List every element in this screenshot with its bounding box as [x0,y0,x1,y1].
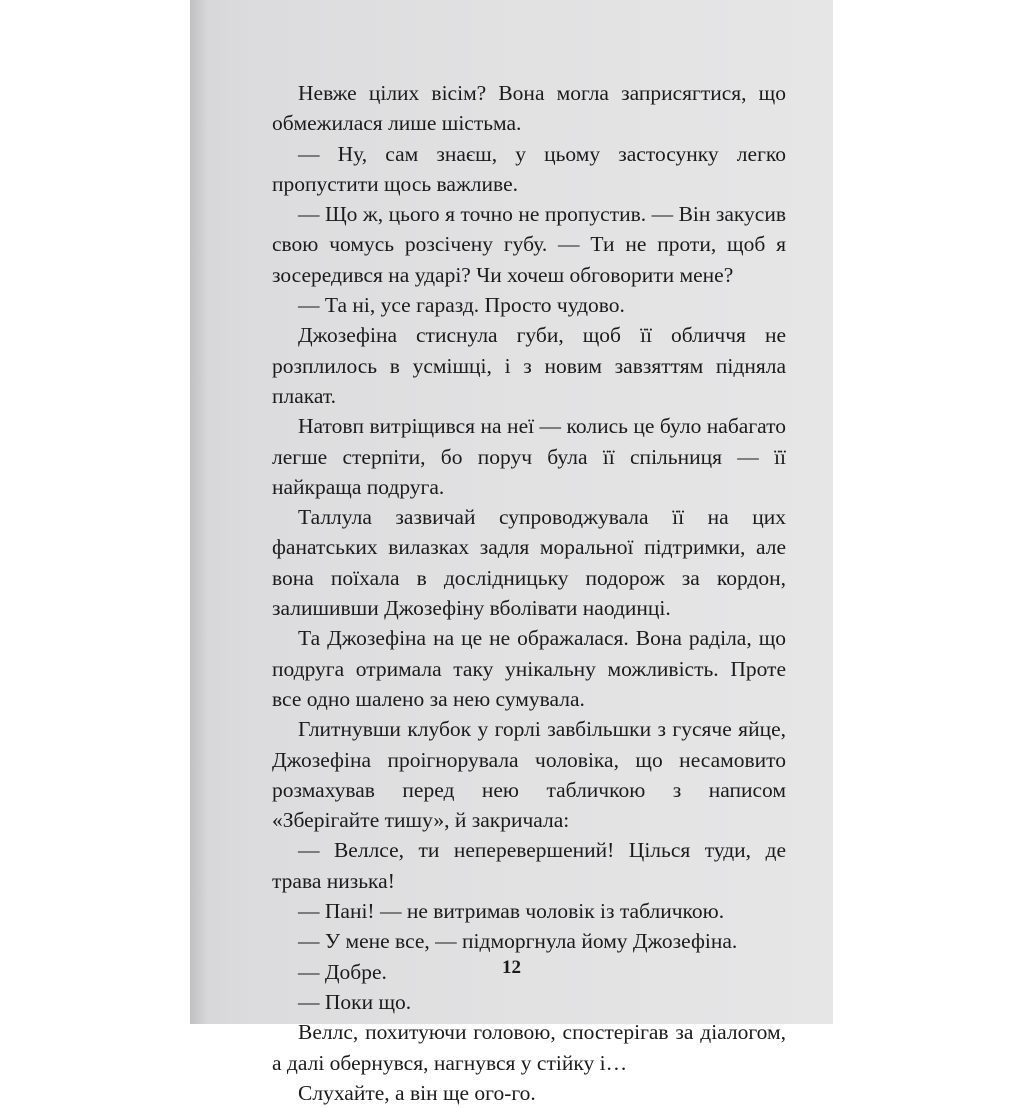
body-text [272,78,786,1108]
paragraph: Невже цілих вісім? Вона могла заприсягтися, що обмежилася лише шістьма. [272,81,786,136]
paragraph: — Пані! — не витримав чоловік із табличкою. [298,899,725,924]
paragraph: — Що ж, цього я точно не пропустив. — Він закусив свою чомусь розсічену губу. — Ти не проти, щоб я зосередився на ударі? Чи хочеш обговорити мене? [272,202,786,287]
paragraph: — Поки що. [298,989,412,1014]
paragraph: — Добре. [298,959,387,984]
paragraph: Таллула зазвичай супроводжувала її на цих фанатських вилазках задля моральної підтримки, але вона поїхала в дослідницьку подорож за кордон, залишивши Джозефіну вболівати наодинці. [272,505,786,621]
page-number: 12 [502,957,521,978]
paragraph: Джозефіна стиснула губи, щоб її обличчя не розплилось в усмішці, і з новим завзяттям підняла плакат. [272,323,786,408]
paragraph: Та Джозефіна на це не ображалася. Вона раділа, що подруга отримала таку унікальну можливість. Проте все одно шалено за нею сумувала. [272,626,786,711]
book-page [190,0,833,1105]
paragraph: — Веллсе, ти неперевершений! Цілься туди, де трава низька! [272,838,786,893]
paragraph: — Та ні, усе гаразд. Просто чудово. [298,293,625,318]
paragraph: Веллс, похитуючи головою, спостерігав за діалогом, а далі обернувся, нагнувся у стійку і… [272,1020,786,1075]
paragraph: Глитнувши клубок у горлі завбільшки з гусяче яйце, Джозефіна проігнорувала чоловіка, що несамовито розмахував перед нею табличкою з написом «Зберігайте тишу», й закричала: [272,717,786,833]
paragraph: Натовп витріщився на неї — колись це було набагато легше стерпіти, бо поруч була її спільниця — її найкраща подруга. [272,414,786,499]
paragraph: — У мене все, — підморгнула йому Джозефіна. [298,929,738,954]
paragraph: Слухайте, а він ще ого-го. [298,1080,536,1105]
paragraph: — Ну, сам знаєш, у цьому застосунку легко пропустити щось важливе. [272,141,786,196]
